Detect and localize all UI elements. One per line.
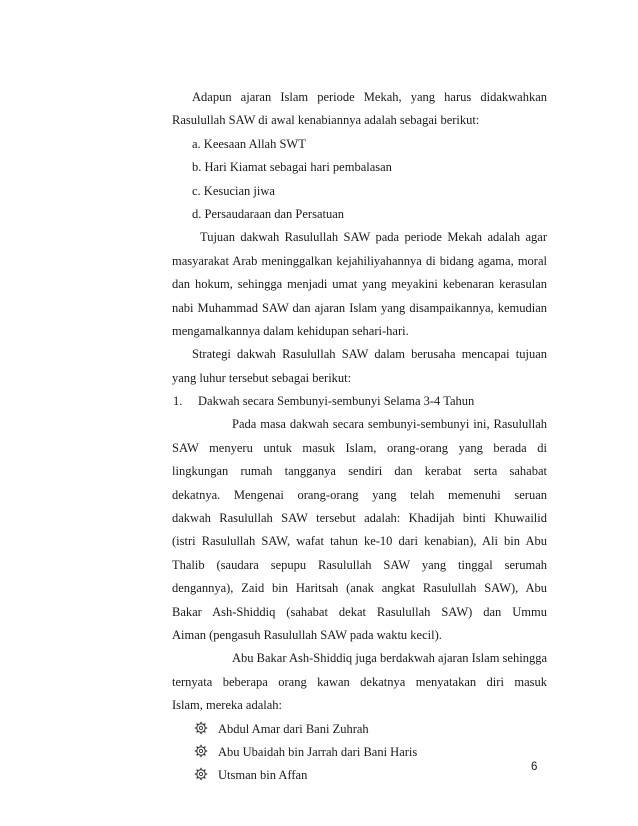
list-item: c. Kesucian jiwa bbox=[192, 183, 275, 198]
text-line: nabi Muhammad SAW dan ajaran Islam yang disampaikannya, kemudian bbox=[172, 300, 547, 315]
text-line: Strategi dakwah Rasulullah SAW dalam berusaha mencapai tujuan bbox=[192, 347, 547, 362]
text-line: dekatnya. Mengenai orang-orang yang telah memenuhi seruan bbox=[172, 487, 547, 502]
gear-icon bbox=[194, 767, 208, 781]
text-line: Pada masa dakwah secara sembunyi-sembunyi ini, Rasulullah bbox=[232, 417, 547, 432]
text-line: Rasulullah SAW di awal kenabiannya adalah sebagai berikut: bbox=[172, 113, 480, 128]
list-item: a. Keesaan Allah SWT bbox=[192, 136, 306, 151]
text-line: lingkungan rumah tangganya sendiri dan kerabat serta sahabat bbox=[172, 464, 547, 479]
text-line: masyarakat Arab meninggalkan kejahiliyahannya di bidang agama, moral bbox=[172, 253, 547, 268]
text-line: dengannya), Zaid bin Haritsah (anak angkat Rasulullah SAW), Abu bbox=[172, 581, 547, 596]
bullet-item bbox=[172, 741, 547, 764]
text-line: yang luhur tersebut sebagai berikut: bbox=[172, 370, 352, 385]
text-line: SAW menyeru untuk masuk Islam, orang-orang yang berada di bbox=[172, 440, 547, 455]
text-line: mengamalkannya dalam kehidupan sehari-hari. bbox=[172, 323, 409, 338]
text-line: ternyata beberapa orang kawan dekatnya menyatakan diri masuk bbox=[172, 674, 547, 689]
body-text bbox=[172, 86, 547, 788]
text-line: Thalib (saudara sepupu Rasulullah SAW yang tinggal serumah bbox=[172, 557, 547, 572]
text-line: Bakar Ash-Shiddiq (sahabat dekat Rasulullah SAW) dan Ummu bbox=[172, 604, 547, 619]
list-number: 1. bbox=[173, 394, 183, 409]
text-line: Tujuan dakwah Rasulullah SAW pada periode Mekah adalah agar bbox=[200, 230, 547, 245]
bullet-text: Abu Ubaidah bin Jarrah dari Bani Haris bbox=[218, 744, 418, 759]
heading-text: Dakwah secara Sembunyi-sembunyi Selama 3-4 Tahun bbox=[198, 394, 475, 409]
gear-icon bbox=[194, 744, 208, 758]
numbered-heading bbox=[173, 390, 547, 413]
bullet-text: Abdul Amar dari Bani Zuhrah bbox=[218, 721, 369, 736]
text-line: Adapun ajaran Islam periode Mekah, yang harus didakwahkan bbox=[192, 90, 547, 104]
text-line: dakwah Rasulullah SAW tersebut adalah: Khadijah binti Khuwailid bbox=[172, 511, 547, 526]
text-line: dan hokum, sehingga menjadi umat yang meyakini kebenaran kerasulan bbox=[172, 277, 547, 292]
list-item: b. Hari Kiamat sebagai hari pembalasan bbox=[192, 160, 392, 175]
text-line: Aiman (pengasuh Rasulullah SAW pada waktu kecil). bbox=[172, 627, 442, 642]
text-line: Islam, mereka adalah: bbox=[172, 698, 283, 713]
gear-icon bbox=[194, 721, 208, 735]
page-number: 6 bbox=[531, 761, 538, 773]
bullet-item bbox=[172, 718, 547, 741]
bullet-text: Utsman bin Affan bbox=[218, 768, 308, 783]
bullet-item bbox=[172, 764, 547, 787]
text-line: (istri Rasulullah SAW, wafat tahun ke-10 dari kenabian), Ali bin Abu bbox=[172, 534, 547, 549]
text-line: Abu Bakar Ash-Shiddiq juga berdakwah ajaran Islam sehingga bbox=[232, 651, 547, 666]
list-item: d. Persaudaraan dan Persatuan bbox=[192, 206, 345, 221]
